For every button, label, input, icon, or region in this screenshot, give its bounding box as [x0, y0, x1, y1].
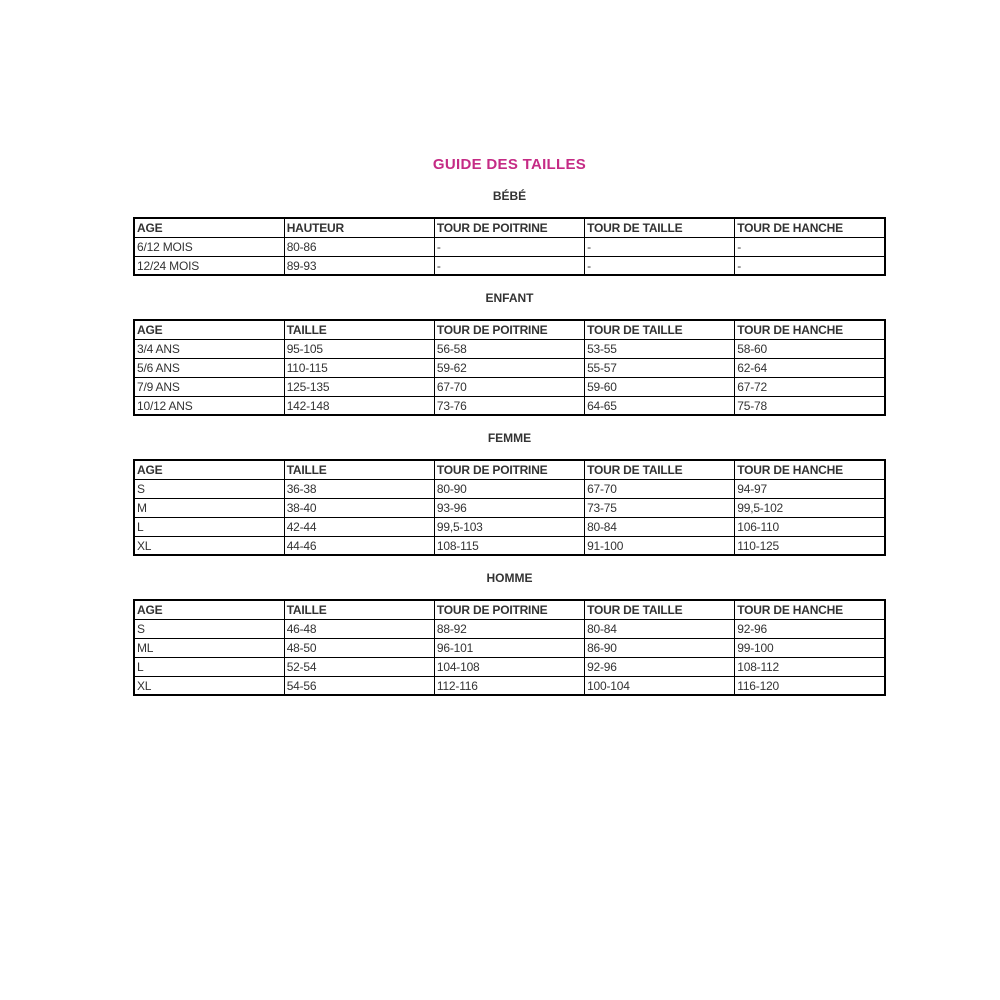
table-cell: 80-84: [585, 619, 735, 638]
column-header: TAILLE: [284, 600, 434, 619]
table-cell: 54-56: [284, 676, 434, 695]
table-cell: 99-100: [735, 638, 885, 657]
table-cell: 46-48: [284, 619, 434, 638]
table-cell: ML: [134, 638, 284, 657]
table-cell: 96-101: [434, 638, 584, 657]
table-cell: 93-96: [434, 498, 584, 517]
column-header: TOUR DE HANCHE: [735, 600, 885, 619]
table-cell: 7/9 ANS: [134, 377, 284, 396]
table-cell: 55-57: [585, 358, 735, 377]
table-cell: 89-93: [284, 256, 434, 275]
column-header: HAUTEUR: [284, 218, 434, 237]
section-title: BÉBÉ: [492, 189, 527, 203]
size-table-femme: [133, 459, 886, 556]
table-row: [134, 676, 885, 695]
table-cell: 73-76: [434, 396, 584, 415]
column-header: AGE: [134, 460, 284, 479]
table-cell: 112-116: [434, 676, 584, 695]
column-header: TOUR DE POITRINE: [434, 460, 584, 479]
table-cell: 80-86: [284, 237, 434, 256]
table-cell: 104-108: [434, 657, 584, 676]
table-cell: 99,5-102: [735, 498, 885, 517]
table-cell: 142-148: [284, 396, 434, 415]
table-cell: 92-96: [585, 657, 735, 676]
table-cell: 53-55: [585, 339, 735, 358]
size-table-enfant: [133, 319, 886, 416]
size-table-homme: [133, 599, 886, 696]
table-cell: -: [434, 256, 584, 275]
table-row: [134, 619, 885, 638]
section-title: FEMME: [487, 431, 532, 445]
table-cell: XL: [134, 536, 284, 555]
table-header-row: [134, 460, 885, 479]
table-row: [134, 237, 885, 256]
table-cell: 38-40: [284, 498, 434, 517]
size-guide-sections: [133, 188, 886, 696]
table-cell: 59-62: [434, 358, 584, 377]
table-cell: 44-46: [284, 536, 434, 555]
table-row: [134, 377, 885, 396]
column-header: TOUR DE TAILLE: [585, 320, 735, 339]
section-homme: [133, 570, 886, 696]
column-header: TOUR DE HANCHE: [735, 320, 885, 339]
column-header: TAILLE: [284, 460, 434, 479]
table-cell: -: [585, 237, 735, 256]
table-cell: 125-135: [284, 377, 434, 396]
column-header: TOUR DE TAILLE: [585, 218, 735, 237]
column-header: AGE: [134, 320, 284, 339]
section-title: HOMME: [486, 571, 533, 585]
table-cell: 108-115: [434, 536, 584, 555]
table-row: [134, 396, 885, 415]
table-cell: 67-70: [434, 377, 584, 396]
table-cell: 91-100: [585, 536, 735, 555]
table-cell: S: [134, 619, 284, 638]
column-header: AGE: [134, 600, 284, 619]
column-header: AGE: [134, 218, 284, 237]
column-header: TOUR DE TAILLE: [585, 460, 735, 479]
table-cell: -: [434, 237, 584, 256]
table-row: [134, 517, 885, 536]
table-cell: 12/24 MOIS: [134, 256, 284, 275]
column-header: TOUR DE POITRINE: [434, 600, 584, 619]
table-cell: 80-90: [434, 479, 584, 498]
section-bebe: [133, 188, 886, 276]
table-cell: 94-97: [735, 479, 885, 498]
table-cell: -: [735, 256, 885, 275]
size-table-bebe: [133, 217, 886, 276]
table-cell: 110-115: [284, 358, 434, 377]
table-cell: L: [134, 517, 284, 536]
table-row: [134, 339, 885, 358]
table-row: [134, 536, 885, 555]
table-cell: 56-58: [434, 339, 584, 358]
table-row: [134, 358, 885, 377]
table-cell: 3/4 ANS: [134, 339, 284, 358]
column-header: TOUR DE HANCHE: [735, 460, 885, 479]
table-cell: XL: [134, 676, 284, 695]
table-cell: -: [585, 256, 735, 275]
table-cell: 80-84: [585, 517, 735, 536]
table-cell: 88-92: [434, 619, 584, 638]
column-header: TOUR DE POITRINE: [434, 218, 584, 237]
table-header-row: [134, 320, 885, 339]
table-cell: 59-60: [585, 377, 735, 396]
table-header-row: [134, 218, 885, 237]
table-cell: 36-38: [284, 479, 434, 498]
table-cell: 73-75: [585, 498, 735, 517]
table-cell: 10/12 ANS: [134, 396, 284, 415]
table-cell: 5/6 ANS: [134, 358, 284, 377]
table-cell: 108-112: [735, 657, 885, 676]
table-row: [134, 479, 885, 498]
table-cell: 67-70: [585, 479, 735, 498]
column-header: TOUR DE TAILLE: [585, 600, 735, 619]
table-cell: L: [134, 657, 284, 676]
table-row: [134, 657, 885, 676]
table-cell: 42-44: [284, 517, 434, 536]
page-title: GUIDE DES TAILLES: [432, 156, 587, 173]
table-cell: 52-54: [284, 657, 434, 676]
table-header-row: [134, 600, 885, 619]
column-header: TOUR DE POITRINE: [434, 320, 584, 339]
table-cell: 106-110: [735, 517, 885, 536]
table-row: [134, 256, 885, 275]
table-row: [134, 498, 885, 517]
table-cell: S: [134, 479, 284, 498]
table-cell: 99,5-103: [434, 517, 584, 536]
table-cell: 64-65: [585, 396, 735, 415]
table-cell: 75-78: [735, 396, 885, 415]
section-enfant: [133, 290, 886, 416]
table-cell: 92-96: [735, 619, 885, 638]
table-cell: 67-72: [735, 377, 885, 396]
section-title: ENFANT: [485, 291, 534, 305]
table-cell: 48-50: [284, 638, 434, 657]
table-cell: 58-60: [735, 339, 885, 358]
size-guide: [133, 156, 886, 696]
table-cell: 110-125: [735, 536, 885, 555]
table-cell: 62-64: [735, 358, 885, 377]
table-cell: -: [735, 237, 885, 256]
table-cell: 6/12 MOIS: [134, 237, 284, 256]
column-header: TAILLE: [284, 320, 434, 339]
table-cell: M: [134, 498, 284, 517]
section-femme: [133, 430, 886, 556]
table-cell: 100-104: [585, 676, 735, 695]
table-cell: 116-120: [735, 676, 885, 695]
table-cell: 95-105: [284, 339, 434, 358]
column-header: TOUR DE HANCHE: [735, 218, 885, 237]
table-cell: 86-90: [585, 638, 735, 657]
table-row: [134, 638, 885, 657]
